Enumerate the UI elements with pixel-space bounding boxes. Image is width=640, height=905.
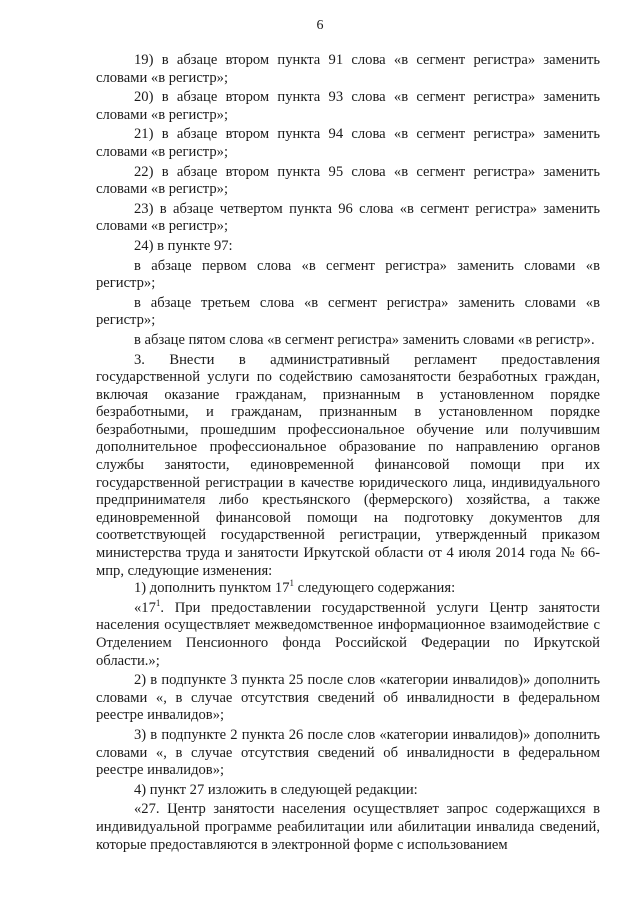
text-segment: «17 — [134, 599, 156, 616]
superscript: 1 — [289, 578, 295, 589]
paragraph-item-24-fifth: в абзаце пятом слова «в сегмент регистра» заменить словами «в регистр». — [134, 331, 595, 348]
paragraph-item-3-1-quote — [96, 597, 600, 670]
paragraph-item-24-first: в абзаце первом слова «в сегмент регистра» заменить словами «в регистр»; — [96, 257, 600, 292]
paragraph-item-20: 20) в абзаце втором пункта 93 слова «в сегмент регистра» заменить словами «в регистр»; — [96, 89, 600, 123]
paragraph-item-24-third: в абзаце третьем слова «в сегмент регистра» заменить словами «в регистр»; — [96, 294, 600, 329]
paragraph-item-3-1 — [96, 580, 600, 598]
paragraph-item-23: 23) в абзаце четвертом пункта 96 слова «в сегмент регистра» заменить словами «в регистр»; — [96, 200, 600, 235]
paragraph-item-3-4-quote: «27. Центр занятости населения осуществляет запрос содержащихся в индивидуальной программе реабилитации или абилитации инвалида сведений, которые предоставляются в электронной форме с использованием — [96, 801, 600, 853]
paragraph-item-19: 19) в абзаце втором пункта 91 слова «в сегмент регистра» заменить словами «в регистр»; — [96, 52, 600, 86]
text-segment: . При предоставлении государственной услуги Центр занятости населения осуществляет межведомственное информационное взаимодействие с Отделением Пенсионного фонда Российской Федерации по Иркутской области.»; — [96, 599, 600, 669]
superscript: 1 — [155, 597, 161, 608]
paragraph-item-22: 22) в абзаце втором пункта 95 слова «в сегмент регистра» заменить словами «в регистр»; — [96, 163, 600, 198]
text-segment: следующего содержания: — [294, 580, 456, 597]
paragraph-section-3: 3. Внести в административный регламент предоставления государственной услуги по содействию самозанятости безработных граждан, включая оказание гражданам, признанным в установленном порядке безработными, и гражданам, признанным в установленном порядке безработными, прошедшим профессиональное обучение или получившим дополнительное профессиональное образование по направлению органов службы занятости, единовременной финансовой помощи при их государственной регистрации в качестве юридического лица, индивидуального предпринимателя либо крестьянского (фермерского) хозяйства, а также единовременной финансовой помощи на подготовку документов для соответствующей государственной регистрации, утвержденный приказом министерства труда и занятости Иркутской области от 4 июля 2014 года № 66-мпр, следующие изменения: — [96, 351, 600, 579]
paragraph-item-3-4: 4) пункт 27 изложить в следующей редакции: — [134, 781, 418, 798]
page-number: 6 — [316, 18, 324, 33]
paragraph-item-3-3: 3) в подпункте 2 пункта 26 после слов «категории инвалидов)» дополнить словами «, в случае отсутствия сведений об инвалидности в федеральном реестре инвалидов»; — [96, 726, 600, 779]
document-body — [96, 52, 600, 854]
paragraph-item-21: 21) в абзаце втором пункта 94 слова «в сегмент регистра» заменить словами «в регистр»; — [96, 126, 600, 160]
paragraph-item-3-2: 2) в подпункте 3 пункта 25 после слов «категории инвалидов)» дополнить словами «, в случае отсутствия сведений об инвалидности в федеральном реестре инвалидов»; — [96, 672, 600, 724]
text-segment: 1) дополнить пунктом 17 — [134, 580, 290, 597]
paragraph-item-24: 24) в пункте 97: — [134, 237, 233, 254]
